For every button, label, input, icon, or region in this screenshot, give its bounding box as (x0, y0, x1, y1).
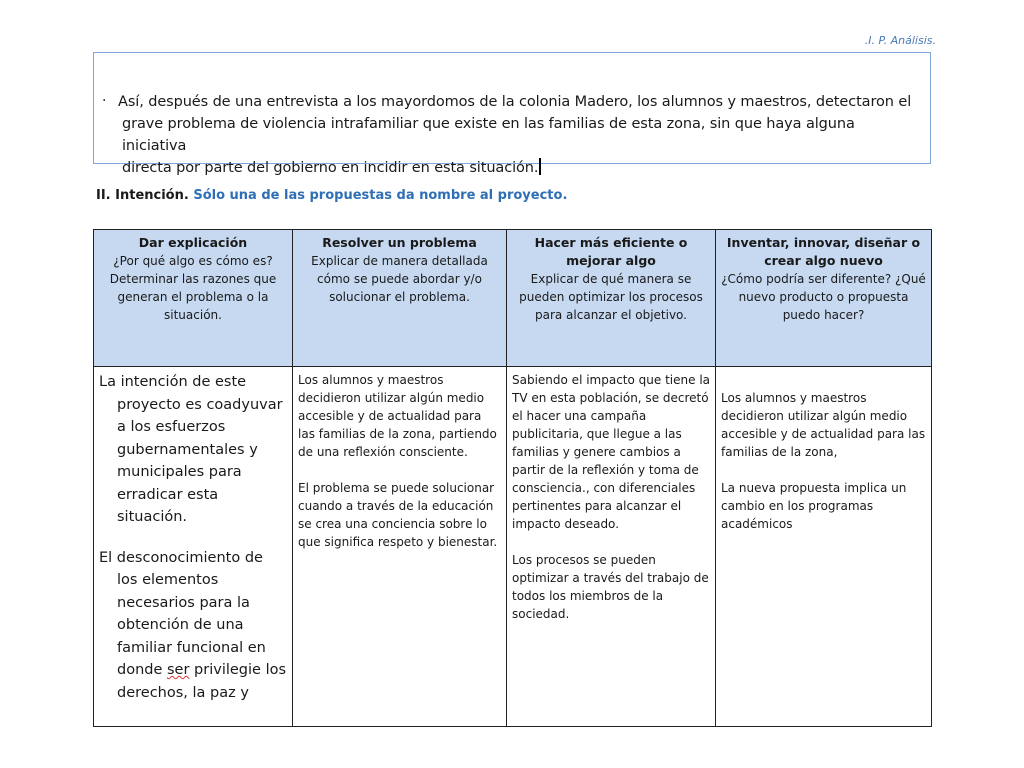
spellcheck-flag[interactable]: ser (167, 662, 190, 678)
intro-paragraph (118, 91, 918, 179)
header-title: Inventar, innovar, diseñar o crear algo nuevo (726, 235, 921, 268)
cell-text: El desconocimiento de los elementos necesarios para la obtención de una familiar funcional en donde (99, 549, 266, 678)
header-title: Dar explicación (138, 235, 248, 250)
intro-line: Así, después de una entrevista a los mayordomos de la colonia Madero, los alumnos y maestros, detectaron el (118, 94, 912, 110)
header-cell-invent[interactable] (716, 230, 932, 367)
body-cell-invent[interactable] (716, 367, 932, 727)
intro-line: grave problema de violencia intrafamiliar que existe en las familias de esta zona, sin que haya alguna iniciativa (122, 116, 855, 154)
cell-text: privilegie los derechos, la paz y (117, 662, 287, 701)
cell-paragraph: El problema se puede solucionar cuando a través de la educación se crea una conciencia sobre lo que significa respeto y bienestar. (298, 481, 498, 549)
header-note: .I. P. Análisis. (864, 34, 936, 47)
header-title: Hacer más eficiente o mejorar algo (534, 235, 688, 268)
header-desc: Explicar de qué manera se pueden optimizar los procesos para alcanzar el objetivo. (519, 272, 703, 322)
intro-line-last (118, 157, 918, 179)
cell-paragraph: Los alumnos y maestros decidieron utilizar algún medio accesible y de actualidad para las familias de la zona, partiendo de una reflexión consciente. (298, 373, 497, 459)
table-body-row (94, 367, 932, 727)
header-desc: ¿Por qué algo es cómo es? Determinar las razones que generan el problema o la situación. (109, 254, 277, 322)
text-cursor (539, 158, 541, 175)
cell-paragraph: La intención de este proyecto es coadyuvar a los esfuerzos gubernamentales y municipales para erradicar esta situación. (99, 374, 283, 525)
cell-paragraph: La nueva propuesta implica un cambio en los programas académicos (721, 481, 907, 531)
intro-text-box[interactable] (93, 52, 931, 176)
header-desc: ¿Cómo podría ser diferente? ¿Qué nuevo producto o propuesta puedo hacer? (721, 272, 926, 322)
body-cell-solve[interactable] (293, 367, 507, 727)
header-cell-improve[interactable] (507, 230, 716, 367)
body-cell-explain[interactable] (94, 367, 293, 727)
cell-paragraph (99, 547, 287, 705)
section-title (96, 188, 567, 203)
section-title-accent: Sólo una de las propuestas da nombre al proyecto. (193, 188, 568, 203)
cell-paragraph: Los procesos se pueden optimizar a través del trabajo de todos los miembros de la sociedad. (512, 553, 709, 621)
header-cell-solve[interactable] (293, 230, 507, 367)
cell-paragraph: Los alumnos y maestros decidieron utilizar algún medio accesible y de actualidad para las familias de la zona, (721, 391, 926, 459)
intro-line-text: directa por parte del gobierno en incidir en esta situación. (122, 160, 539, 176)
table-header-row (94, 230, 932, 367)
section-title-main: II. Intención. (96, 188, 189, 203)
header-title: Resolver un problema (322, 235, 477, 250)
intention-table (93, 229, 932, 727)
body-cell-improve[interactable] (507, 367, 716, 727)
bullet-icon: · (102, 93, 107, 109)
cell-paragraph: Sabiendo el impacto que tiene la TV en esta población, se decretó el hacer una campaña publicitaria, que llegue a las familias y genere cambios a partir de la reflexión y toma de consciencia., con diferenciales pertinentes para alcanzar el impacto deseado. (512, 373, 710, 531)
header-desc: Explicar de manera detallada cómo se puede abordar y/o solucionar el problema. (311, 254, 488, 304)
header-cell-explain[interactable] (94, 230, 293, 367)
